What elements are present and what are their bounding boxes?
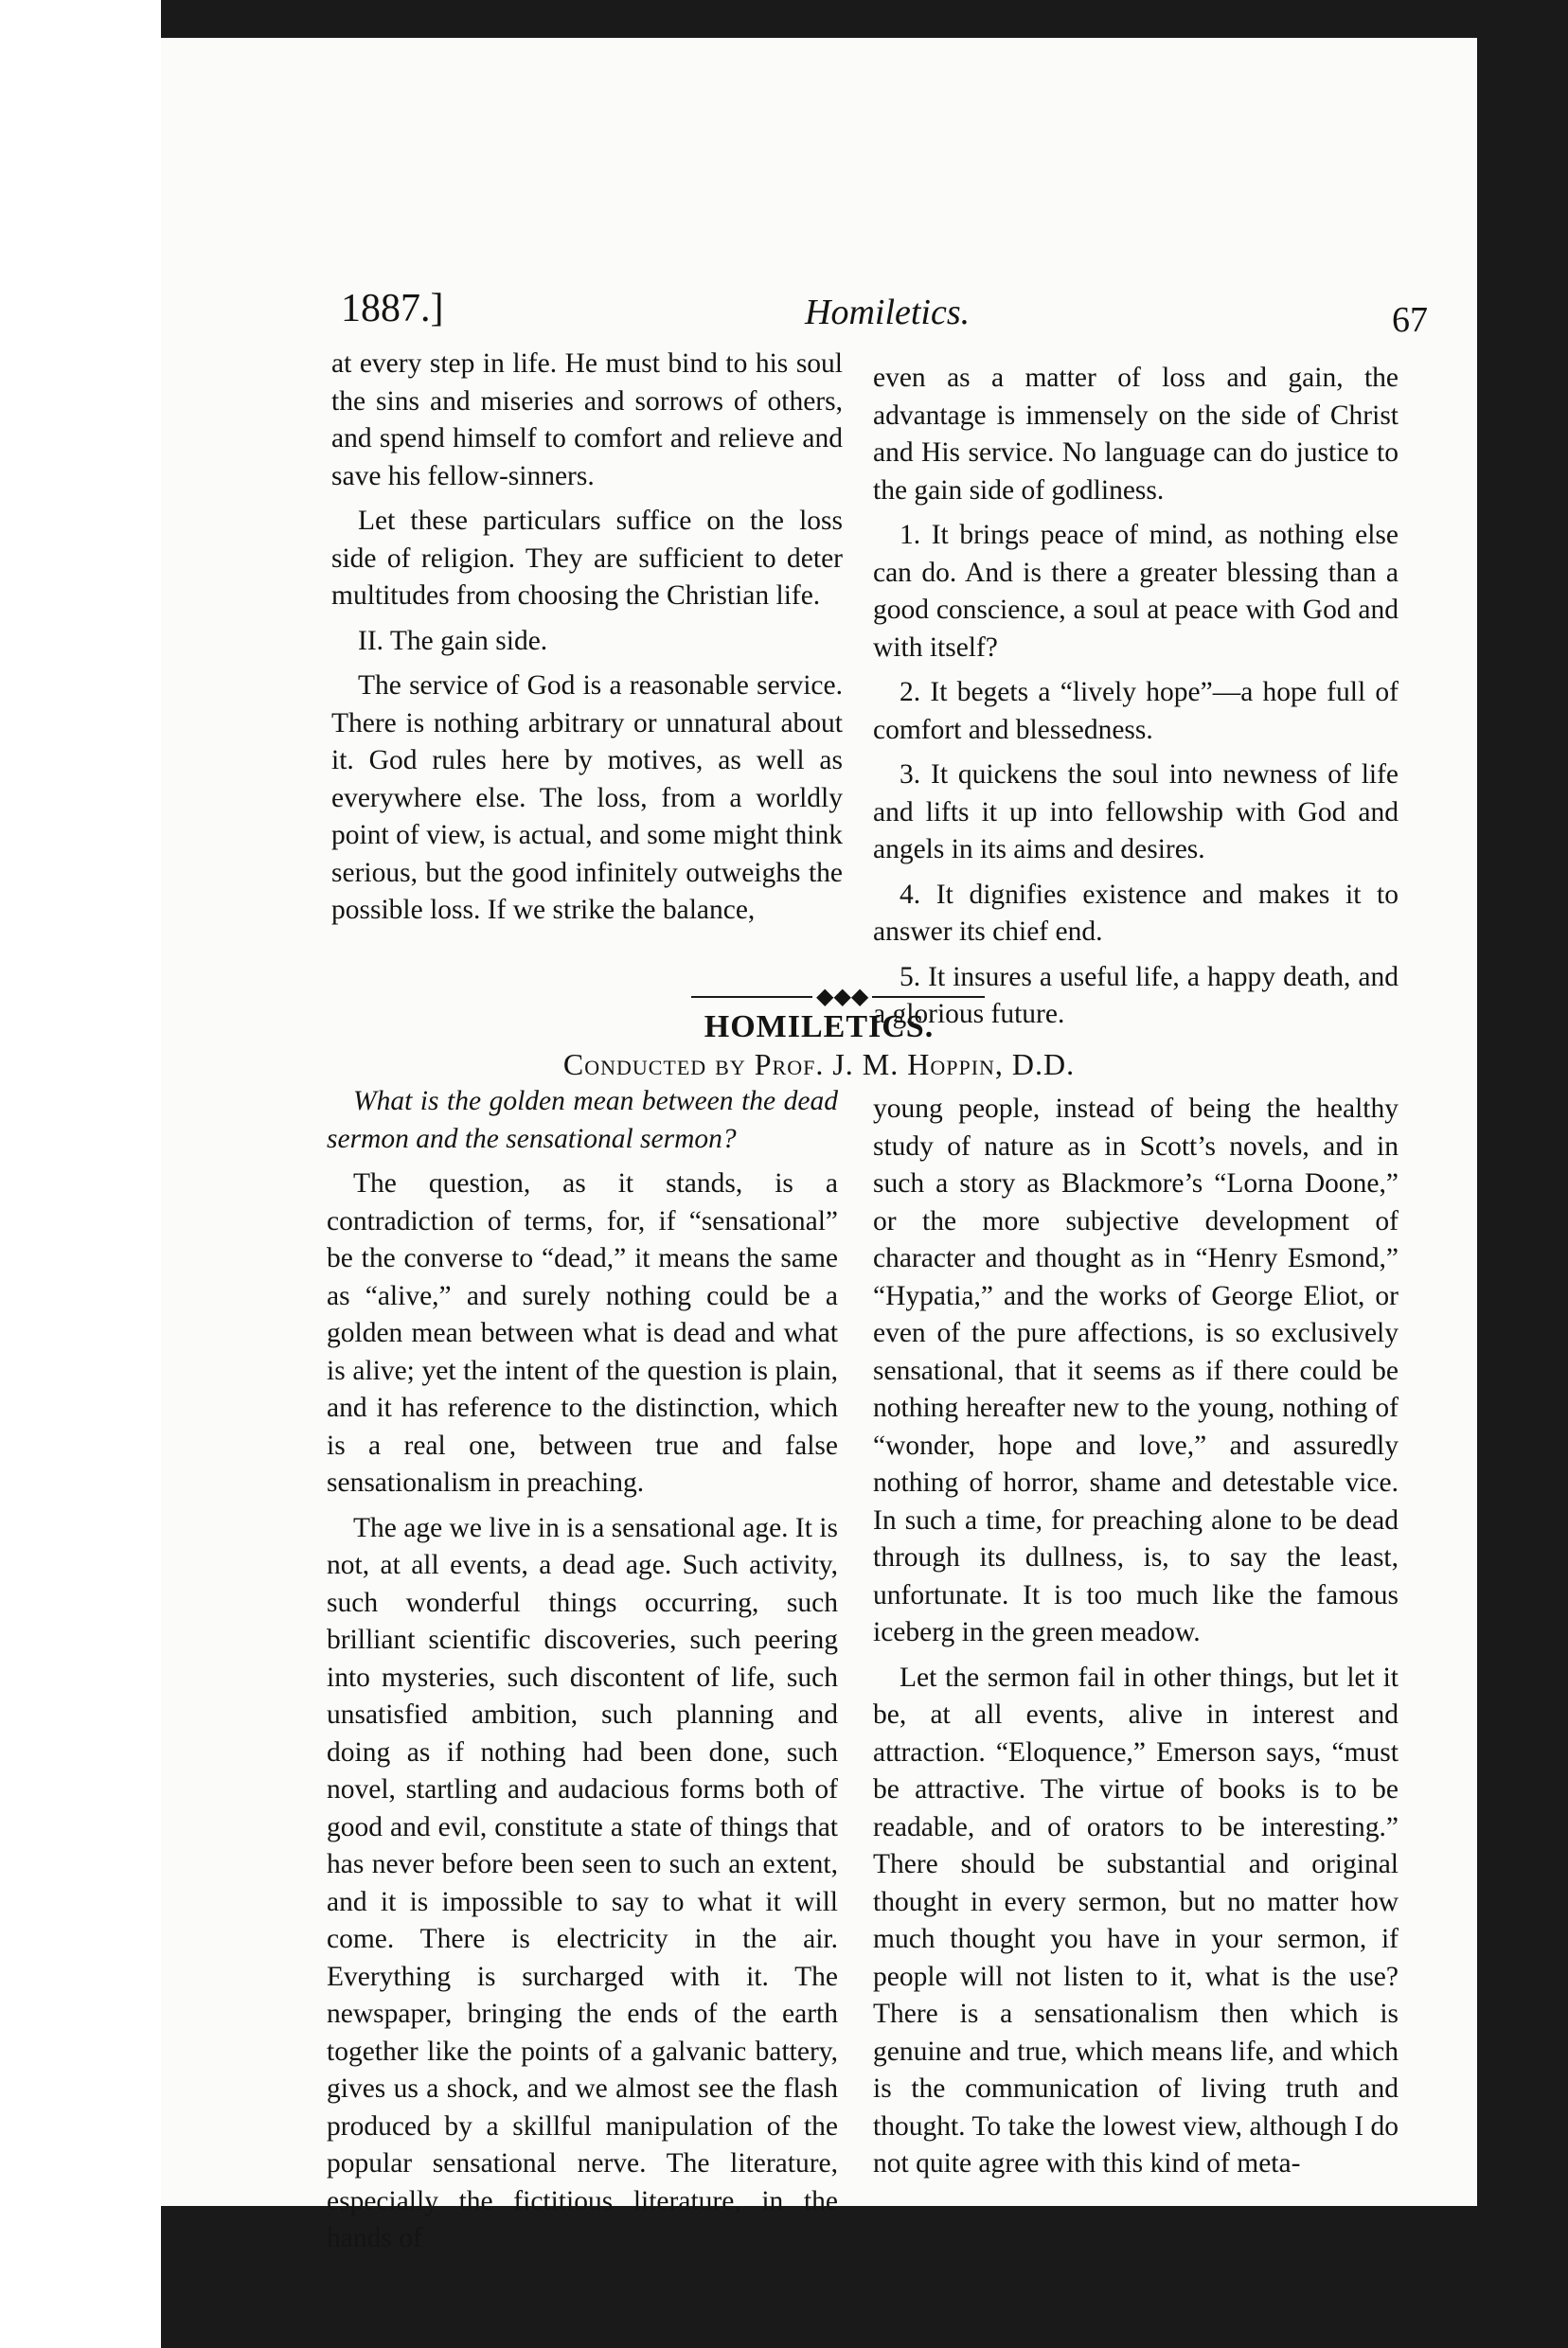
paragraph: The service of God is a reasonable service. There is nothing arbitrary or unnatural about it. God rules here by motives, as well as everywhere else. The loss, from a worldly point of view, is actual, and some might think serious, but the good infinitely outweighs the possible loss. If we strike the balance, [331,670,843,925]
paragraph: even as a matter of loss and gain, the advantage is immensely on the side of Christ and His service. No language can do justice to the gain side of godliness. [873,363,1399,506]
page-number: 67 [1392,300,1428,340]
paragraph: II. The gain side. [358,625,548,656]
section-divider-rule [691,985,985,1009]
running-head-title: Homiletics. [805,293,971,332]
numbered-paragraph: 3. It quickens the soul into newness of life and lifts it up into fellowship with God and angels in its aims and desires. [873,759,1399,864]
bottom-left-column [327,1083,838,2266]
numbered-paragraph: 4. It dignifies existence and makes it to answer its chief end. [873,879,1399,947]
paragraph: Let these particulars suffice on the loss side of religion. They are sufficient to deter multitudes from choosing the Christian life. [331,506,843,611]
paragraph: young people, instead of being the healthy study of nature as in Scott’s novels, and in such a story as Blackmore’s “Lorna Doone,” or the more subjective development of character and thought as in “Henry Esmond,” “Hypatia,” and the works of George Eliot, or even of the pure affections, is so exclusively sensational, that it seems as if there could be nothing hereafter new to the young, nothing of “wonder, hope and love,” and assuredly nothing of horror, shame and detestable vice. In such a time, for preaching alone to be dead through its dullness, is, to say the least, unfortunate. It is too much like the famous iceberg in the green meadow. [873,1094,1399,1647]
section-byline: Conducted by Prof. J. M. Hoppin, D.D. [562,1047,1076,1081]
paragraph: The age we live in is a sensational age. It is not, at all events, a dead age. Such activity, such wonderful things occurring, such brilliant scientific discoveries, such peering into mysteries, such discontent of life, such unsatisfied ambition, such planning and doing as if nothing had been done, such novel, startling and audacious forms both of good and evil, constitute a state of things that has never before been seen to such an extent, and it is impossible to say to what it will come. There is electricity in the air. Everything is surcharged with it. The newspaper, bringing the ends of the earth together like the points of a galvanic battery, gives us a shock, and we almost see the flash produced by a skillful manipulation of the popular sensational nerve. The literature, especially the fictitious literature, in the hands of [327,1512,838,2253]
adjacent-page-edge [0,0,161,2348]
running-head-year: 1887.] [341,287,444,330]
top-right-column [873,360,1399,1041]
paragraph: The question, as it stands, is a contradiction of terms, for, if “sensational” be the converse to “dead,” it means the same as “alive,” and surely nothing could be a golden mean between what is dead and what is alive; yet the intent of the question is plain, and it has reference to the distinction, which is a real one, between true and false sensationalism in preaching. [327,1168,838,1498]
divider-ornament-icon: ◆◆◆ [812,983,872,1010]
numbered-paragraph: 2. It begets a “lively hope”—a hope full of comfort and blessedness. [873,677,1399,745]
numbered-paragraph: 5. It insures a useful life, a happy death, and a glorious future. [873,961,1399,1029]
bottom-right-column [873,1091,1399,2191]
section-heading: HOMILETICS. [704,1009,935,1044]
book-page [161,38,1477,2253]
paragraph: Let the sermon fail in other things, but let it be, at all events, alive in interest and attraction. “Eloquence,” Emerson says, “must be attractive. The virtue of books is to be readable, and of orators to be interesting.” There should be substantial and original thought in every sermon, but no matter how much thought you have in your sermon, if people will not listen to it, what is the use? There is a sensationalism then which is genuine and true, which means life, and which is the communication of living truth and thought. To take the lowest view, although I do not quite agree with this kind of meta- [873,1662,1399,2179]
question-paragraph: What is the golden mean between the dead sermon and the sensational sermon? [327,1086,838,1154]
numbered-paragraph: 1. It brings peace of mind, as nothing else can do. And is there a greater blessing than a good conscience, a soul at peace with God and with itself? [873,520,1399,663]
paragraph: at every step in life. He must bind to his soul the sins and miseries and sorrows of others, and spend himself to comfort and relieve and save his fellow-sinners. [331,348,843,491]
running-head [161,286,1477,343]
top-left-column [331,346,843,937]
